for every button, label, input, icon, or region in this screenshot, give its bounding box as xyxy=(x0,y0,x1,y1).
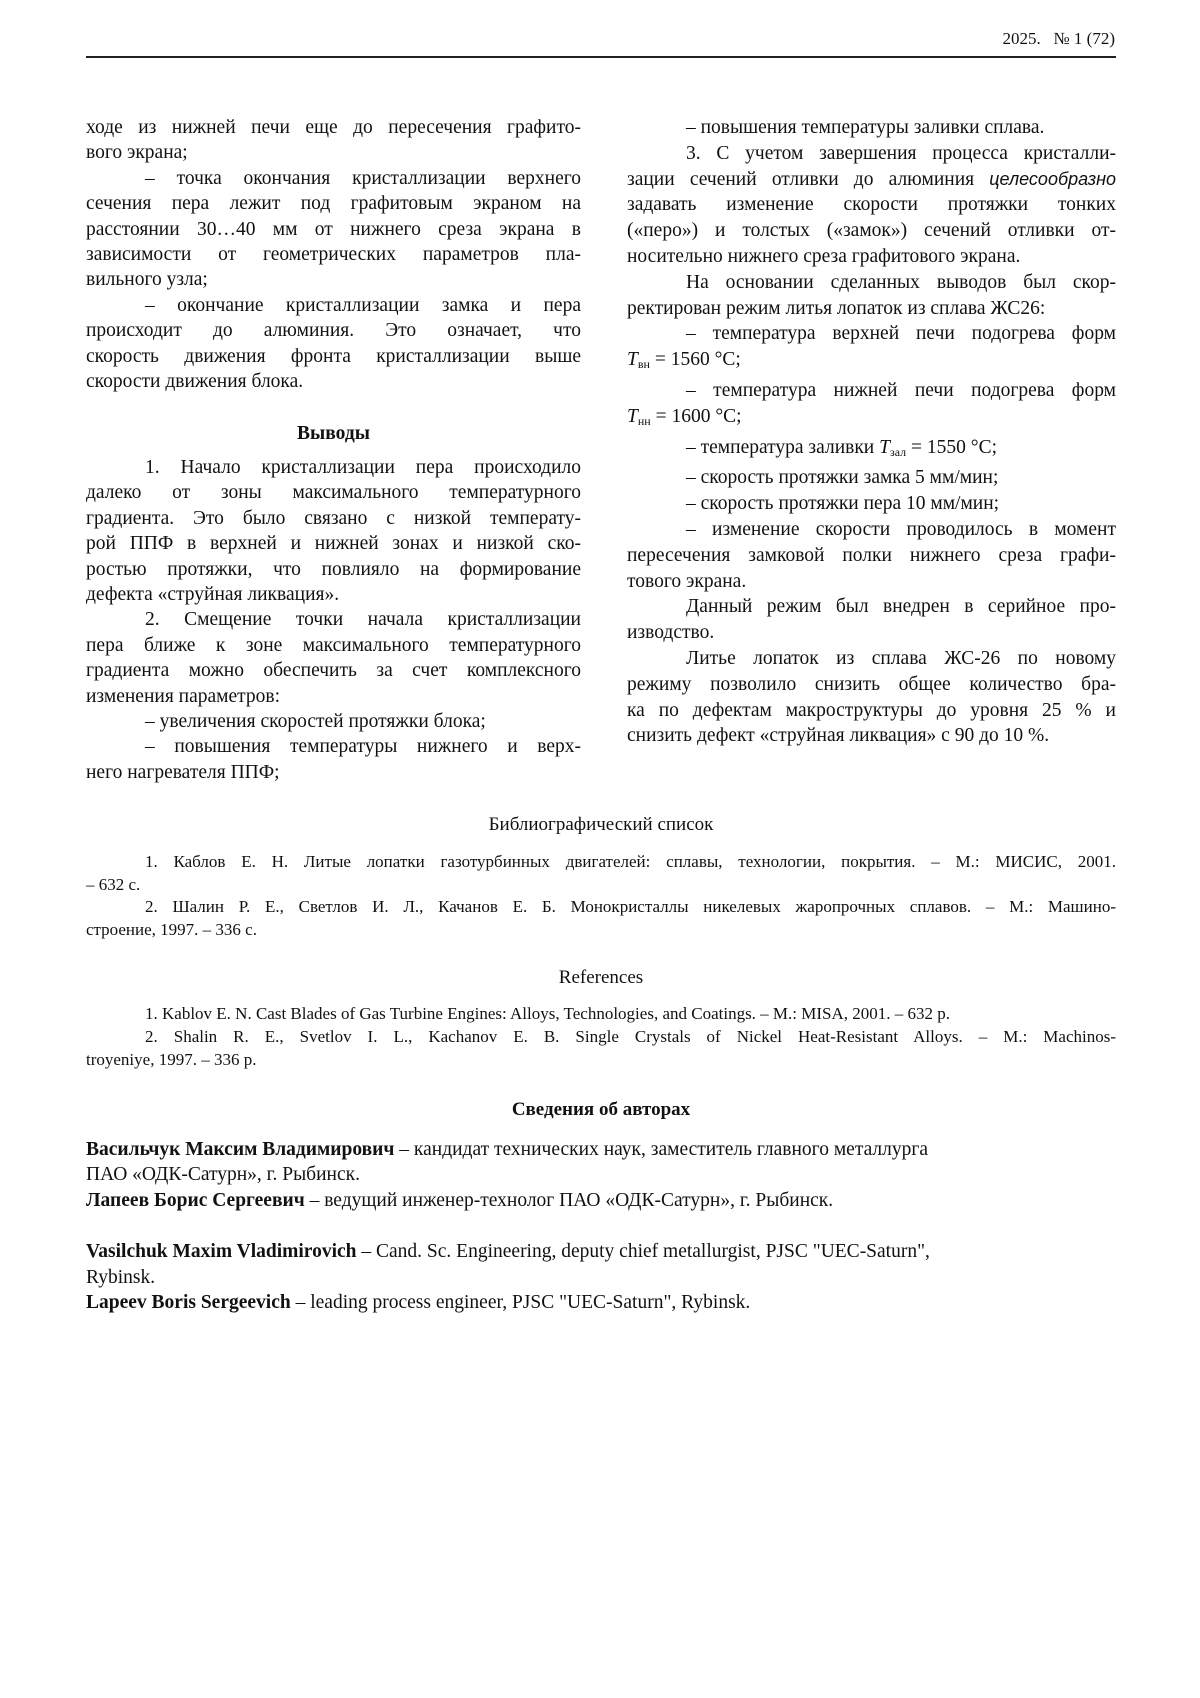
paragraph xyxy=(627,270,1116,322)
text-line: ка по дефектам макроструктуры до уровня 25 % и xyxy=(627,698,1116,724)
text-line: далеко от зоны максимального температурного xyxy=(86,480,581,505)
text-line: – скорость протяжки замка 5 мм/мин; xyxy=(627,465,1116,491)
text-line: пера ближе к зоне максимального температурного xyxy=(86,633,581,658)
author-name: Lapeev Boris Sergeevich xyxy=(86,1292,291,1313)
paragraph xyxy=(86,607,581,709)
reference-item xyxy=(86,851,1116,896)
text-line xyxy=(86,1188,1116,1214)
paragraph xyxy=(86,293,581,395)
author-description: ПАО «ОДК-Сатурн», г. Рыбинск. xyxy=(86,1164,360,1185)
text-line: – изменение скорости проводилось в момент xyxy=(627,517,1116,543)
spacer xyxy=(86,1213,1116,1239)
text-line: – повышения температуры нижнего и верх- xyxy=(86,734,581,759)
authors-en xyxy=(86,1239,1116,1316)
paragraph xyxy=(627,491,1116,517)
text-line: 2. Шалин Р. Е., Светлов И. Л., Качанов Е. Б. Монокристаллы никелевых жаропрочных сплавов. – М.: Машино- xyxy=(86,896,1116,919)
text-line xyxy=(627,167,1116,193)
text-line: скорость движения фронта кристаллизации выше xyxy=(86,344,581,369)
text-line: задавать изменение скорости протяжки тонких xyxy=(627,192,1116,218)
journal-issue: 2025. № 1 (72) xyxy=(1002,29,1115,49)
text-line: происходит до алюминия. Это означает, что xyxy=(86,318,581,343)
text-line: градиента можно обеспечить за счет комплексного xyxy=(86,658,581,683)
paragraph xyxy=(627,141,1116,270)
text-line: градиента. Это было связано с низкой температу- xyxy=(86,506,581,531)
text-line: Литье лопаток из сплава ЖС-26 по новому xyxy=(627,646,1116,672)
text-line: На основании сделанных выводов был скор- xyxy=(627,270,1116,296)
text-line: – температура нижней печи подогрева форм xyxy=(627,378,1116,404)
text-line: вого экрана; xyxy=(86,140,581,165)
text-line xyxy=(86,1239,1116,1265)
text-line: вильного узла; xyxy=(86,267,581,292)
authors-section xyxy=(86,1097,1116,1316)
text-line: – скорость протяжки пера 10 мм/мин; xyxy=(627,491,1116,517)
text-line: зависимости от геометрических параметров пла- xyxy=(86,242,581,267)
paragraph xyxy=(86,115,581,166)
left-column xyxy=(86,115,581,785)
author-name: Лапеев Борис Сергеевич xyxy=(86,1190,305,1211)
text-line: расстоянии 30…40 мм от нижнего среза экрана в xyxy=(86,217,581,242)
text-segment: = 1560 °C; xyxy=(650,349,741,370)
text-line: 3. С учетом завершения процесса кристалли- xyxy=(627,141,1116,167)
text-segment: зации сечений отливки до алюминия xyxy=(627,169,989,190)
section-heading: Выводы xyxy=(86,421,581,446)
right-column xyxy=(627,115,1116,749)
references-section xyxy=(86,966,1116,1071)
paragraph xyxy=(627,435,1116,466)
subscript: нн xyxy=(638,414,651,428)
reference-item xyxy=(86,896,1116,941)
text-line: 1. Начало кристаллизации пера происходило xyxy=(86,455,581,480)
paragraph xyxy=(86,455,581,607)
author-name: Васильчук Максим Владимирович xyxy=(86,1139,394,1160)
authors-ru xyxy=(86,1137,1116,1214)
text-line xyxy=(86,1290,1116,1316)
reference-item xyxy=(86,1025,1116,1071)
text-line: пересечения замковой полки нижнего среза графи- xyxy=(627,543,1116,569)
references-title: References xyxy=(86,966,1116,990)
text-line: 1. Kablov E. N. Cast Blades of Gas Turbine Engines: Alloys, Technologies, and Coatings. – M.: MISA, 2001. – 632 p. xyxy=(86,1002,1116,1025)
text-line: снизить дефект «струйная ликвация» с 90 до 10 %. xyxy=(627,723,1116,749)
text-line xyxy=(86,1137,1116,1163)
paragraph xyxy=(627,646,1116,749)
subscript: зал xyxy=(890,445,906,459)
text-line: – 632 с. xyxy=(86,874,1116,897)
text-line: дефекта «струйная ликвация». xyxy=(86,582,581,607)
text-line: ректирован режим литья лопаток из сплава ЖС26: xyxy=(627,296,1116,322)
text-line: Данный режим был внедрен в серийное про- xyxy=(627,594,1116,620)
text-line: ходе из нижней печи еще до пересечения графито- xyxy=(86,115,581,140)
text-line: – окончание кристаллизации замка и пера xyxy=(86,293,581,318)
paragraph xyxy=(627,465,1116,491)
paragraph xyxy=(86,709,581,734)
subscript: вн xyxy=(638,357,650,371)
bibliography-section xyxy=(86,813,1116,942)
author-description: Rybinsk. xyxy=(86,1267,155,1288)
text-line: 2. Shalin R. E., Svetlov I. L., Kachanov E. B. Single Crystals of Nickel Heat-Resistant Alloys. – M.: Machinos- xyxy=(86,1025,1116,1048)
text-line: строение, 1997. – 336 с. xyxy=(86,919,1116,942)
text-line: – повышения температуры заливки сплава. xyxy=(627,115,1116,141)
text-line: – точка окончания кристаллизации верхнего xyxy=(86,166,581,191)
text-line: 2. Смещение точки начала кристаллизации xyxy=(86,607,581,632)
author-name: Vasilchuk Maxim Vladimirovich xyxy=(86,1241,357,1262)
text-segment: T xyxy=(627,406,638,427)
text-line: рой ППФ в верхней и нижней зонах и низкой ско- xyxy=(86,531,581,556)
text-line xyxy=(627,404,1116,435)
text-line: режиму позволило снизить общее количество бра- xyxy=(627,672,1116,698)
author-entry xyxy=(86,1239,1116,1290)
reference-item xyxy=(86,1002,1116,1025)
text-line: носительно нижнего среза графитового экрана. xyxy=(627,244,1116,270)
author-description: – ведущий инженер-технолог ПАО «ОДК-Сатурн», г. Рыбинск. xyxy=(305,1190,833,1211)
text-line xyxy=(86,1265,1116,1291)
text-line: 1. Каблов Е. Н. Литые лопатки газотурбинных двигателей: сплавы, технологии, покрытия. – М.: МИСИС, 2001. xyxy=(86,851,1116,874)
paragraph xyxy=(86,734,581,785)
text-line: troyeniye, 1997. – 336 p. xyxy=(86,1048,1116,1071)
text-segment: = 1550 °C; xyxy=(906,437,997,458)
text-line: («перо») и толстых («замок») сечений отливки от- xyxy=(627,218,1116,244)
paragraph xyxy=(627,517,1116,594)
text-segment: T xyxy=(627,349,638,370)
text-line: изменения параметров: xyxy=(86,684,581,709)
authors-title: Сведения об авторах xyxy=(86,1097,1116,1123)
author-description: – Cand. Sc. Engineering, deputy chief metallurgist, PJSC "UEC-Saturn", xyxy=(357,1241,930,1262)
text-line: сечения пера лежит под графитовым экраном на xyxy=(86,191,581,216)
text-line xyxy=(627,435,1116,466)
text-segment: T xyxy=(879,437,890,458)
text-line: скорости движения блока. xyxy=(86,369,581,394)
paragraph xyxy=(627,115,1116,141)
author-entry xyxy=(86,1137,1116,1188)
header-rule xyxy=(86,56,1116,58)
paragraph xyxy=(627,594,1116,646)
text-line: – температура верхней печи подогрева форм xyxy=(627,321,1116,347)
paragraph xyxy=(86,166,581,293)
bibliography-title: Библиографический список xyxy=(86,813,1116,837)
text-line xyxy=(86,1162,1116,1188)
paragraph xyxy=(627,321,1116,378)
text-segment: – температура заливки xyxy=(686,437,879,458)
text-segment: = 1600 °C; xyxy=(651,406,742,427)
text-line: тового экрана. xyxy=(627,569,1116,595)
emphasis: целесообразно xyxy=(989,169,1116,189)
text-line: ростью протяжки, что повлияло на формирование xyxy=(86,557,581,582)
author-description: – кандидат технических наук, заместитель главного металлурга xyxy=(394,1139,928,1160)
paragraph xyxy=(627,378,1116,435)
author-entry xyxy=(86,1290,1116,1316)
author-entry xyxy=(86,1188,1116,1214)
author-description: – leading process engineer, PJSC "UEC-Saturn", Rybinsk. xyxy=(291,1292,751,1313)
text-line xyxy=(627,347,1116,378)
text-line: – увеличения скоростей протяжки блока; xyxy=(86,709,581,734)
text-line: него нагревателя ППФ; xyxy=(86,760,581,785)
text-line: изводство. xyxy=(627,620,1116,646)
